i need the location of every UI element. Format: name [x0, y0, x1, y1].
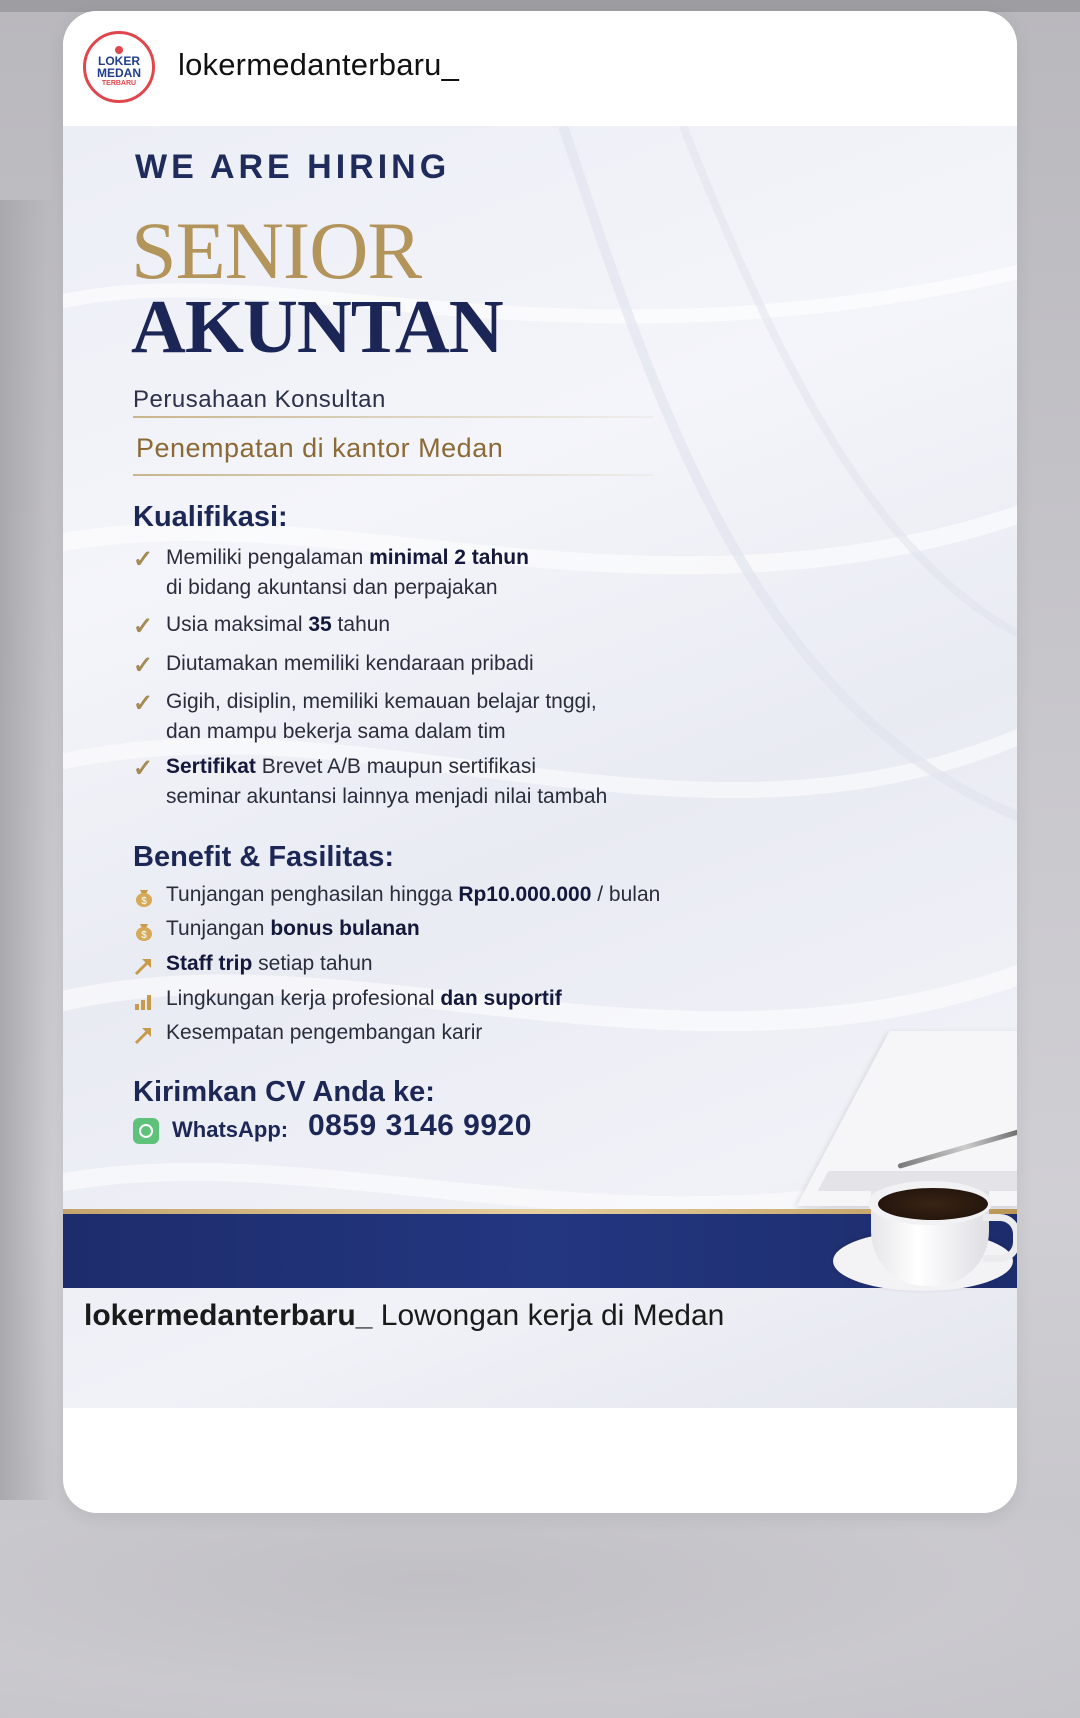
avatar-logo-line1: LOKER [98, 54, 140, 68]
avatar-logo-line2: MEDAN [97, 66, 141, 80]
benefit-text: Lingkungan kerja profesional dan suportif [166, 987, 562, 1010]
caption-username[interactable]: lokermedanterbaru_ [84, 1299, 373, 1332]
trend-arrow-icon [133, 1024, 155, 1046]
check-icon: ✓ [133, 613, 154, 640]
background-bottom [0, 1520, 1080, 1718]
money-bag-icon [133, 920, 155, 942]
background-left [0, 200, 55, 1500]
poster-title-line1: SENIOR [131, 205, 422, 296]
money-bag-icon [133, 886, 155, 908]
qualification-text: Usia maksimal 35 tahun [166, 613, 391, 636]
post-card [63, 11, 1017, 1513]
qualification-text-line2: seminar akuntansi lainnya menjadi nilai tambah [166, 785, 608, 808]
bar-chart-icon [133, 990, 155, 1012]
benefit-text: Tunjangan penghasilan hingga Rp10.000.000 / bulan [166, 883, 661, 906]
trend-arrow-icon [133, 955, 155, 977]
cup-handle [983, 1214, 1017, 1262]
benefit-text: Tunjangan bonus bulanan [166, 917, 420, 940]
svg-text:$: $ [141, 896, 147, 907]
poster-kicker: WE ARE HIRING [135, 148, 451, 186]
divider-top [133, 416, 653, 418]
benefits-heading: Benefit & Fasilitas: [133, 841, 395, 873]
whatsapp-icon [133, 1118, 159, 1144]
qualification-text-line2: dan mampu bekerja sama dalam tim [166, 720, 506, 743]
avatar[interactable] [83, 31, 155, 103]
qualification-text-line2: di bidang akuntansi dan perpajakan [166, 576, 498, 599]
whatsapp-label: WhatsApp: [172, 1117, 289, 1142]
qualification-text: Memiliki pengalaman minimal 2 tahun [166, 546, 529, 569]
coffee-surface [878, 1188, 988, 1220]
check-icon: ✓ [133, 546, 154, 573]
check-icon: ✓ [133, 690, 154, 717]
post-caption [84, 1299, 724, 1333]
qualification-text: Sertifikat Brevet A/B maupun sertifikasi [166, 755, 537, 778]
qualifications-heading: Kualifikasi: [133, 501, 288, 533]
avatar-logo-line3: TERBARU [101, 80, 137, 87]
whatsapp-number: 0859 3146 9920 [308, 1109, 532, 1142]
poster-title-line2: AKUNTAN [131, 285, 503, 369]
benefit-text: Kesempatan pengembangan karir [166, 1021, 483, 1044]
poster-placement: Penempatan di kantor Medan [136, 433, 504, 463]
qualification-text: Gigih, disiplin, memiliki kemauan belajar tnggi, [166, 690, 597, 713]
benefit-text: Staff trip setiap tahun [166, 952, 373, 975]
qualification-text: Diutamakan memiliki kendaraan pribadi [166, 652, 534, 675]
poster-company: Perusahaan Konsultan [133, 386, 386, 413]
check-icon: ✓ [133, 755, 154, 782]
caption-text: Lowongan kerja di Medan [372, 1299, 725, 1332]
username-link[interactable]: lokermedanterbaru_ [178, 47, 460, 82]
check-icon: ✓ [133, 652, 154, 679]
logo-figure-icon [115, 46, 123, 54]
post-image[interactable] [63, 126, 1017, 1408]
contact-heading: Kirimkan CV Anda ke: [133, 1076, 435, 1108]
post-header [63, 11, 1017, 126]
divider-bottom [133, 474, 653, 476]
svg-text:$: $ [141, 930, 147, 941]
